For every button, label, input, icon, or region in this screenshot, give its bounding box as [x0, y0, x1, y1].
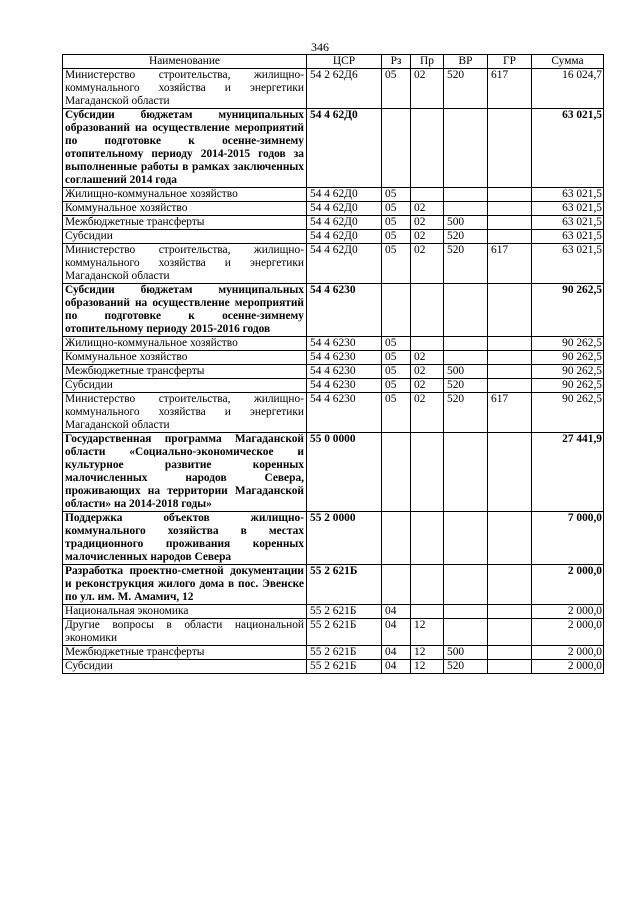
table-row — [63, 512, 604, 565]
row-pr: 12 — [411, 660, 444, 674]
table-row — [63, 109, 604, 188]
row-vr — [444, 351, 488, 365]
table-row — [63, 351, 604, 365]
row-vr: 520 — [444, 379, 488, 393]
row-csr: 54 4 62Д0 — [307, 230, 382, 244]
table-row — [63, 393, 604, 433]
row-name: Жилищно-коммунальное хозяйство — [63, 188, 307, 202]
row-vr: 520 — [444, 69, 488, 109]
header-sum: Сумма — [532, 55, 604, 69]
row-sum: 63 021,5 — [532, 230, 604, 244]
row-rz: 05 — [382, 393, 411, 433]
row-csr: 54 4 6230 — [307, 337, 382, 351]
row-name: Субсидии бюджетам муниципальных образований на осуществление мероприятий по подготовке к осенне-зимнему отопительному периоду 2015-2016 годов — [63, 284, 307, 337]
header-rz: Рз — [382, 55, 411, 69]
row-pr — [411, 284, 444, 337]
table-row — [63, 230, 604, 244]
table-row — [63, 365, 604, 379]
row-rz: 04 — [382, 605, 411, 619]
row-vr: 500 — [444, 646, 488, 660]
row-vr — [444, 284, 488, 337]
row-rz: 05 — [382, 69, 411, 109]
row-csr: 55 0 0000 — [307, 433, 382, 512]
row-vr — [444, 433, 488, 512]
row-pr: 02 — [411, 244, 444, 284]
row-csr: 54 4 62Д0 — [307, 244, 382, 284]
row-pr — [411, 565, 444, 605]
row-rz — [382, 284, 411, 337]
row-pr — [411, 109, 444, 188]
table-row — [63, 284, 604, 337]
row-vr — [444, 565, 488, 605]
table-header-row — [63, 55, 604, 69]
row-pr — [411, 337, 444, 351]
row-name: Национальная экономика — [63, 605, 307, 619]
row-rz: 05 — [382, 351, 411, 365]
row-rz: 05 — [382, 202, 411, 216]
row-sum: 90 262,5 — [532, 284, 604, 337]
row-gr — [488, 379, 532, 393]
row-gr — [488, 433, 532, 512]
row-rz — [382, 512, 411, 565]
row-gr — [488, 660, 532, 674]
row-sum: 2 000,0 — [532, 605, 604, 619]
row-gr — [488, 512, 532, 565]
row-sum: 90 262,5 — [532, 365, 604, 379]
row-rz — [382, 565, 411, 605]
row-csr: 54 4 6230 — [307, 365, 382, 379]
row-name: Жилищно-коммунальное хозяйство — [63, 337, 307, 351]
row-name: Межбюджетные трансферты — [63, 365, 307, 379]
row-sum: 63 021,5 — [532, 244, 604, 284]
header-csr: ЦСР — [307, 55, 382, 69]
row-gr — [488, 337, 532, 351]
row-rz: 05 — [382, 188, 411, 202]
row-sum: 63 021,5 — [532, 202, 604, 216]
table-row — [63, 337, 604, 351]
row-vr — [444, 619, 488, 646]
table-row — [63, 565, 604, 605]
table-row — [63, 244, 604, 284]
row-vr: 520 — [444, 244, 488, 284]
row-gr — [488, 365, 532, 379]
row-csr: 54 4 62Д0 — [307, 109, 382, 188]
row-gr — [488, 351, 532, 365]
row-rz: 05 — [382, 244, 411, 284]
row-gr — [488, 230, 532, 244]
row-pr — [411, 433, 444, 512]
row-csr: 54 4 6230 — [307, 379, 382, 393]
row-pr: 02 — [411, 365, 444, 379]
row-csr: 54 4 62Д0 — [307, 202, 382, 216]
table-row — [63, 202, 604, 216]
row-csr: 54 4 62Д0 — [307, 216, 382, 230]
row-rz: 04 — [382, 646, 411, 660]
row-rz: 05 — [382, 337, 411, 351]
row-vr — [444, 512, 488, 565]
row-rz: 05 — [382, 365, 411, 379]
row-name: Поддержка объектов жилищно-коммунального хозяйства в местах традиционного проживания коренных малочисленных народов Севера — [63, 512, 307, 565]
row-vr — [444, 337, 488, 351]
row-csr: 55 2 621Б — [307, 660, 382, 674]
row-vr: 520 — [444, 660, 488, 674]
row-rz: 04 — [382, 660, 411, 674]
row-csr: 55 2 621Б — [307, 565, 382, 605]
row-csr: 55 2 0000 — [307, 512, 382, 565]
row-name: Межбюджетные трансферты — [63, 646, 307, 660]
row-vr: 520 — [444, 230, 488, 244]
row-gr: 617 — [488, 69, 532, 109]
row-name: Министерство строительства, жилищно-коммунального хозяйства и энергетики Магаданской области — [63, 393, 307, 433]
row-csr: 54 4 6230 — [307, 393, 382, 433]
row-pr — [411, 605, 444, 619]
row-name: Министерство строительства, жилищно-коммунального хозяйства и энергетики Магаданской области — [63, 69, 307, 109]
row-pr: 02 — [411, 379, 444, 393]
row-sum: 90 262,5 — [532, 379, 604, 393]
row-rz: 05 — [382, 379, 411, 393]
row-vr — [444, 202, 488, 216]
table-row — [63, 619, 604, 646]
row-rz: 04 — [382, 619, 411, 646]
row-rz: 05 — [382, 230, 411, 244]
row-sum: 2 000,0 — [532, 565, 604, 605]
row-csr: 55 2 621Б — [307, 646, 382, 660]
row-pr — [411, 188, 444, 202]
row-gr — [488, 188, 532, 202]
row-vr: 520 — [444, 393, 488, 433]
table-body — [63, 69, 604, 674]
row-vr: 500 — [444, 216, 488, 230]
row-gr — [488, 565, 532, 605]
row-pr: 02 — [411, 351, 444, 365]
table-row — [63, 605, 604, 619]
row-gr — [488, 605, 532, 619]
row-gr — [488, 284, 532, 337]
row-sum: 2 000,0 — [532, 646, 604, 660]
table-row — [63, 69, 604, 109]
row-name: Субсидии — [63, 379, 307, 393]
row-gr: 617 — [488, 393, 532, 433]
row-name: Субсидии — [63, 660, 307, 674]
row-pr: 02 — [411, 216, 444, 230]
table-row — [63, 646, 604, 660]
header-pr: Пр — [411, 55, 444, 69]
row-vr — [444, 188, 488, 202]
row-gr — [488, 216, 532, 230]
row-sum: 63 021,5 — [532, 188, 604, 202]
row-gr — [488, 619, 532, 646]
row-vr: 500 — [444, 365, 488, 379]
row-name: Субсидии — [63, 230, 307, 244]
row-sum: 16 024,7 — [532, 69, 604, 109]
row-sum: 27 441,9 — [532, 433, 604, 512]
row-pr: 02 — [411, 69, 444, 109]
row-name: Субсидии бюджетам муниципальных образований на осуществление мероприятий по подготовке к осенне-зимнему отопительному периоду 2014-2015 годов за выполненные работы в рамках заключенных соглашений 2014 года — [63, 109, 307, 188]
row-csr: 54 2 62Д6 — [307, 69, 382, 109]
row-sum: 2 000,0 — [532, 619, 604, 646]
table-row — [63, 660, 604, 674]
row-pr: 02 — [411, 393, 444, 433]
row-pr: 02 — [411, 230, 444, 244]
row-csr: 54 4 6230 — [307, 351, 382, 365]
row-rz — [382, 109, 411, 188]
row-csr: 54 4 62Д0 — [307, 188, 382, 202]
row-name: Министерство строительства, жилищно-коммунального хозяйства и энергетики Магаданской области — [63, 244, 307, 284]
row-sum: 7 000,0 — [532, 512, 604, 565]
row-vr — [444, 109, 488, 188]
row-gr — [488, 109, 532, 188]
row-gr — [488, 202, 532, 216]
row-csr: 55 2 621Б — [307, 605, 382, 619]
table-row — [63, 379, 604, 393]
row-sum: 63 021,5 — [532, 216, 604, 230]
row-sum: 90 262,5 — [532, 337, 604, 351]
row-vr — [444, 605, 488, 619]
row-gr: 617 — [488, 244, 532, 284]
table-row — [63, 216, 604, 230]
table-row — [63, 188, 604, 202]
table-row — [63, 433, 604, 512]
row-sum: 90 262,5 — [532, 351, 604, 365]
row-csr: 54 4 6230 — [307, 284, 382, 337]
row-rz: 05 — [382, 216, 411, 230]
row-name: Разработка проектно-сметной документации и реконструкция жилого дома в пос. Эвенске по ул. им. М. Амамич, 12 — [63, 565, 307, 605]
row-name: Другие вопросы в области национальной экономики — [63, 619, 307, 646]
row-sum: 2 000,0 — [532, 660, 604, 674]
row-rz — [382, 433, 411, 512]
header-name: Наименование — [63, 55, 307, 69]
row-name: Коммунальное хозяйство — [63, 202, 307, 216]
header-vr: ВР — [444, 55, 488, 69]
row-name: Межбюджетные трансферты — [63, 216, 307, 230]
row-name: Государственная программа Магаданской области «Социально-экономическое и культурное развитие коренных малочисленных народов Севера, проживающих на территории Магаданской области» на 2014-2018 годы» — [63, 433, 307, 512]
header-gr: ГР — [488, 55, 532, 69]
row-name: Коммунальное хозяйство — [63, 351, 307, 365]
row-gr — [488, 646, 532, 660]
page-number: 346 — [311, 40, 329, 54]
budget-table — [62, 54, 604, 674]
row-sum: 90 262,5 — [532, 393, 604, 433]
row-pr: 12 — [411, 619, 444, 646]
row-sum: 63 021,5 — [532, 109, 604, 188]
row-csr: 55 2 621Б — [307, 619, 382, 646]
row-pr — [411, 512, 444, 565]
row-pr: 02 — [411, 202, 444, 216]
row-pr: 12 — [411, 646, 444, 660]
